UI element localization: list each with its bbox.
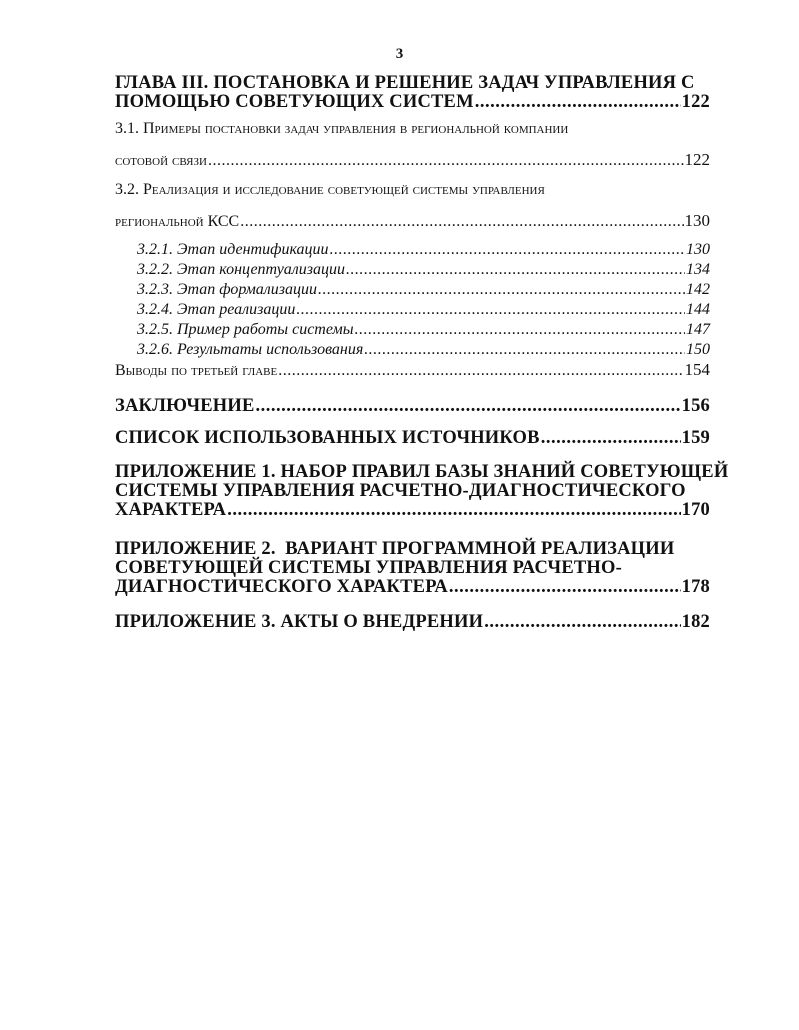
toc-appendix-2 — [115, 540, 710, 597]
leader-dots — [364, 340, 685, 360]
toc-page-number: 134 — [686, 261, 710, 278]
toc-appendix-2-title-end: ДИАГНОСТИЧЕСКОГО ХАРАКТЕРА — [115, 577, 448, 597]
toc-page-number: 122 — [684, 150, 710, 169]
leader-dots — [330, 240, 685, 260]
toc-section-3-2-title-end: региональной КСС — [115, 213, 240, 230]
toc-conclusion — [115, 397, 710, 416]
toc-appendix-3 — [115, 613, 710, 632]
toc-appendix-3-title: ПРИЛОЖЕНИЕ 3. АКТЫ О ВНЕДРЕНИИ — [115, 612, 484, 632]
toc-subsection-3-2-2 — [137, 260, 710, 280]
leader-dots — [355, 320, 685, 340]
toc-chapter-3-title-end: ПОМОЩЬЮ СОВЕТУЮЩИХ СИСТЕМ — [115, 92, 474, 112]
toc-page-number: 144 — [686, 301, 710, 318]
toc-conclusions-chapter-3 — [115, 360, 710, 380]
toc-subsection-title: 3.2.3. Этап формализации — [137, 281, 318, 298]
toc-page-number: 150 — [686, 341, 710, 358]
toc-appendix-2-line3 — [115, 578, 710, 597]
toc-references — [115, 429, 710, 448]
toc-page-number: 142 — [686, 281, 710, 298]
toc-page-number: 130 — [686, 241, 710, 258]
toc-page-number: 178 — [681, 577, 710, 597]
toc-subsection-title: 3.2.6. Результаты использования — [137, 341, 364, 358]
toc-subsection-3-2-6 — [137, 340, 710, 360]
leader-dots — [278, 362, 683, 380]
toc-appendix-1-line2: СИСТЕМЫ УПРАВЛЕНИЯ РАСЧЕТНО-ДИАГНОСТИЧЕСКОГО — [115, 481, 686, 501]
leader-dots — [318, 280, 685, 300]
toc-section-3-1-cont — [115, 150, 710, 170]
toc-page-number: 122 — [681, 92, 710, 112]
toc-chapter-3 — [115, 74, 710, 112]
leader-dots — [475, 93, 681, 112]
toc-appendix-2-line2: СОВЕТУЮЩЕЙ СИСТЕМЫ УПРАВЛЕНИЯ РАСЧЕТНО- — [115, 558, 622, 578]
toc-subsection-3-2-5 — [137, 320, 710, 340]
toc-appendix-2-line1: ПРИЛОЖЕНИЕ 2. ВАРИАНТ ПРОГРАММНОЙ РЕАЛИЗАЦИИ — [115, 539, 675, 559]
toc-subsection-title: 3.2.2. Этап концептуализации — [137, 261, 346, 278]
toc-appendix-1-line1: ПРИЛОЖЕНИЕ 1. НАБОР ПРАВИЛ БАЗЫ ЗНАНИЙ СОВЕТУЮЩЕЙ — [115, 462, 729, 482]
toc-subsection-title: 3.2.4. Этап реализации — [137, 301, 296, 318]
leader-dots — [256, 397, 681, 416]
toc-subsection-3-2-1 — [137, 240, 710, 260]
toc-conclusion-title: ЗАКЛЮЧЕНИЕ — [115, 396, 255, 416]
toc-page-number: 147 — [686, 321, 710, 338]
toc-references-title: СПИСОК ИСПОЛЬЗОВАННЫХ ИСТОЧНИКОВ — [115, 428, 540, 448]
leader-dots — [484, 613, 680, 632]
toc-page-number: 154 — [684, 360, 710, 379]
toc-appendix-1-line3 — [115, 501, 710, 520]
toc-appendix-1 — [115, 462, 729, 520]
toc-section-3-2 — [115, 181, 710, 199]
toc-page-number: 156 — [681, 396, 710, 416]
leader-dots — [449, 578, 681, 597]
page-number: 3 — [395, 46, 404, 62]
leader-dots — [240, 213, 683, 231]
toc-section-3-1-line2 — [115, 150, 710, 170]
leader-dots — [296, 300, 685, 320]
leader-dots — [208, 152, 684, 170]
toc-subsection-title: 3.2.5. Пример работы системы — [137, 321, 354, 338]
toc-subsection-title: 3.2.1. Этап идентификации — [137, 241, 329, 258]
toc-subsection-3-2-3 — [137, 280, 710, 300]
toc-chapter-3-line1: ГЛАВА III. ПОСТАНОВКА И РЕШЕНИЕ ЗАДАЧ УПРАВЛЕНИЯ С — [115, 73, 695, 93]
toc-appendix-1-title-end: ХАРАКТЕРА — [115, 500, 227, 520]
toc-section-3-2-line2 — [115, 211, 710, 231]
toc-subsection-3-2-4 — [137, 300, 710, 320]
toc-section-3-2-line1: 3.2. Реализация и исследование советующей системы управления — [115, 181, 545, 198]
toc-conclusions-title: Выводы по третьей главе — [115, 362, 278, 379]
toc-page-number: 159 — [681, 428, 710, 448]
toc-section-3-2-cont — [115, 211, 710, 231]
toc-section-3-1 — [115, 120, 710, 138]
leader-dots — [346, 260, 685, 280]
leader-dots — [541, 429, 681, 448]
toc-page-number: 182 — [681, 612, 710, 632]
toc-page-number: 130 — [684, 211, 710, 230]
leader-dots — [227, 501, 680, 520]
toc-section-3-1-line1: 3.1. Примеры постановки задач управления в региональной компании — [115, 120, 569, 137]
toc-section-3-1-title-end: сотовой связи — [115, 152, 207, 169]
toc-page-number: 170 — [681, 500, 710, 520]
toc-chapter-3-line2 — [115, 93, 710, 112]
